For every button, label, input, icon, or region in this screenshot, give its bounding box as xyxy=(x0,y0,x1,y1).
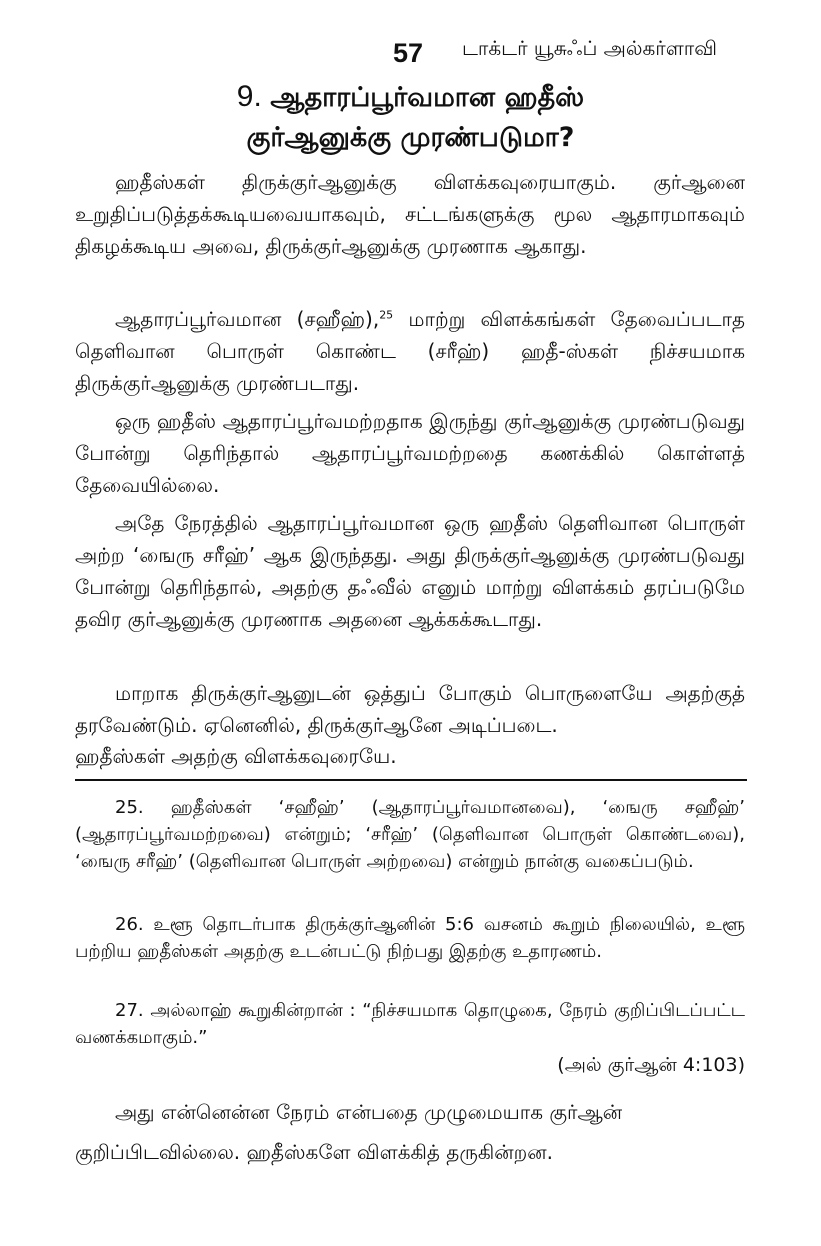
paragraph-6 xyxy=(75,740,745,772)
paragraph-4 xyxy=(75,507,745,635)
paragraph-text: குறிப்பிடவில்லை. ஹதீஸ்களே விளக்கித் தருகின்றன. xyxy=(75,1140,553,1164)
footnote-ref-25[interactable]: 25 xyxy=(379,308,394,322)
paragraph-text: மாறாக திருக்குர்ஆனுடன் ஒத்துப் போகும் பொருளையே அதற்குத் தரவேண்டும். ஏனெனில், திருக்குர்ஆனே அடிப்படை. xyxy=(75,681,745,737)
quran-citation: (அல் குர்ஆன் 4:103) xyxy=(557,1054,745,1076)
chapter-title-line-1: ஆதாரப்பூர்வமான ஹதீஸ் xyxy=(270,82,585,113)
footnote-27 xyxy=(75,997,745,1051)
paragraph-text: ஹதீஸ்கள் அதற்கு விளக்கவுரையே. xyxy=(75,744,397,768)
page-number: 57 xyxy=(393,38,424,68)
chapter-title-line-2: குர்ஆனுக்கு முரண்படுமா? xyxy=(246,122,575,153)
paragraph-3 xyxy=(75,405,745,501)
footnote-text: 25. ஹதீஸ்கள் ‘சஹீஹ்’ (ஆதாரப்பூர்வமானவை), ‘ஙைரு சஹீஹ்’ (ஆதாரப்பூர்வமற்றவை) என்றும்; ‘சரீஹ்’ (தெளிவான பொருள் கொண்டவை), ‘ஙைரு சரீஹ்’ (தெளிவான பொருள் அற்றவை) என்றும் நான்கு வகைப்படும். xyxy=(75,797,745,872)
paragraph-text-start: ஆதாரப்பூர்வமான (சஹீஹ்), xyxy=(115,307,380,331)
footnote-text: 27. அல்லாஹ் கூறுகின்றான் : “நிச்சயமாக தொழுகை, நேரம் குறிப்பிடப்பட்ட வணக்கமாகும்.” xyxy=(75,1000,745,1048)
paragraph-1 xyxy=(75,166,745,262)
footnote-divider xyxy=(75,779,747,781)
running-header xyxy=(0,34,821,74)
paragraph-text: ஒரு ஹதீஸ் ஆதாரப்பூர்வமற்றதாக இருந்து குர்ஆனுக்கு முரண்படுவது போன்று தெரிந்தால் ஆதாரப்பூர்வமற்றதை கணக்கில் கொள்ளத் தேவையில்லை. xyxy=(75,409,745,497)
chapter-title xyxy=(0,80,821,117)
paragraph-text xyxy=(75,303,745,399)
closing-line-1 xyxy=(75,1095,745,1129)
footnote-26 xyxy=(75,911,745,965)
footnote-25 xyxy=(75,794,745,875)
paragraph-text: அதே நேரத்தில் ஆதாரப்பூர்வமான ஒரு ஹதீஸ் தெளிவான பொருள் அற்ற ‘ஙைரு சரீஹ்’ ஆக இருந்தது. அது திருக்குர்ஆனுக்கு முரண்படுவது போன்று தெரிந்தால், அதற்கு தஃவீல் எனும் மாற்று விளக்கம் தரப்படுமே தவிர குர்ஆனுக்கு முரணாக அதனை ஆக்கக்கூடாது. xyxy=(75,511,745,631)
paragraph-text: ஹதீஸ்கள் திருக்குர்ஆனுக்கு விளக்கவுரையாகும். குர்ஆனை உறுதிப்படுத்தக்கூடியவையாகவும், சட்டங்களுக்கு மூல ஆதாரமாகவும் திகழக்கூடிய அவை, திருக்குர்ஆனுக்கு முரணாக ஆகாது. xyxy=(75,170,745,258)
paragraph-text: அது என்னென்ன நேரம் என்பதை முழுமையாக குர்ஆன் xyxy=(115,1100,623,1124)
paragraph-text-end: மாற்று விளக்கங்கள் தேவைப்படாத தெளிவான பொருள் கொண்ட (சரீஹ்) ஹதீ-ஸ்கள் நிச்சயமாக திருக்குர்ஆனுக்கு முரண்படாது. xyxy=(75,307,745,395)
paragraph-5 xyxy=(75,677,745,741)
chapter-number: 9. xyxy=(236,80,262,113)
footnote-text: 26. உளூ தொடர்பாக திருக்குர்ஆனின் 5:6 வசனம் கூறும் நிலையில், உளூ பற்றிய ஹதீஸ்கள் அதற்கு உடன்பட்டு நிற்பது இதற்கு உதாரணம். xyxy=(75,914,745,962)
running-author: டாக்டர் யூசுஃப் அல்கர்ளாவி xyxy=(462,36,717,60)
paragraph-2 xyxy=(75,303,745,399)
closing-line-2 xyxy=(75,1135,745,1169)
